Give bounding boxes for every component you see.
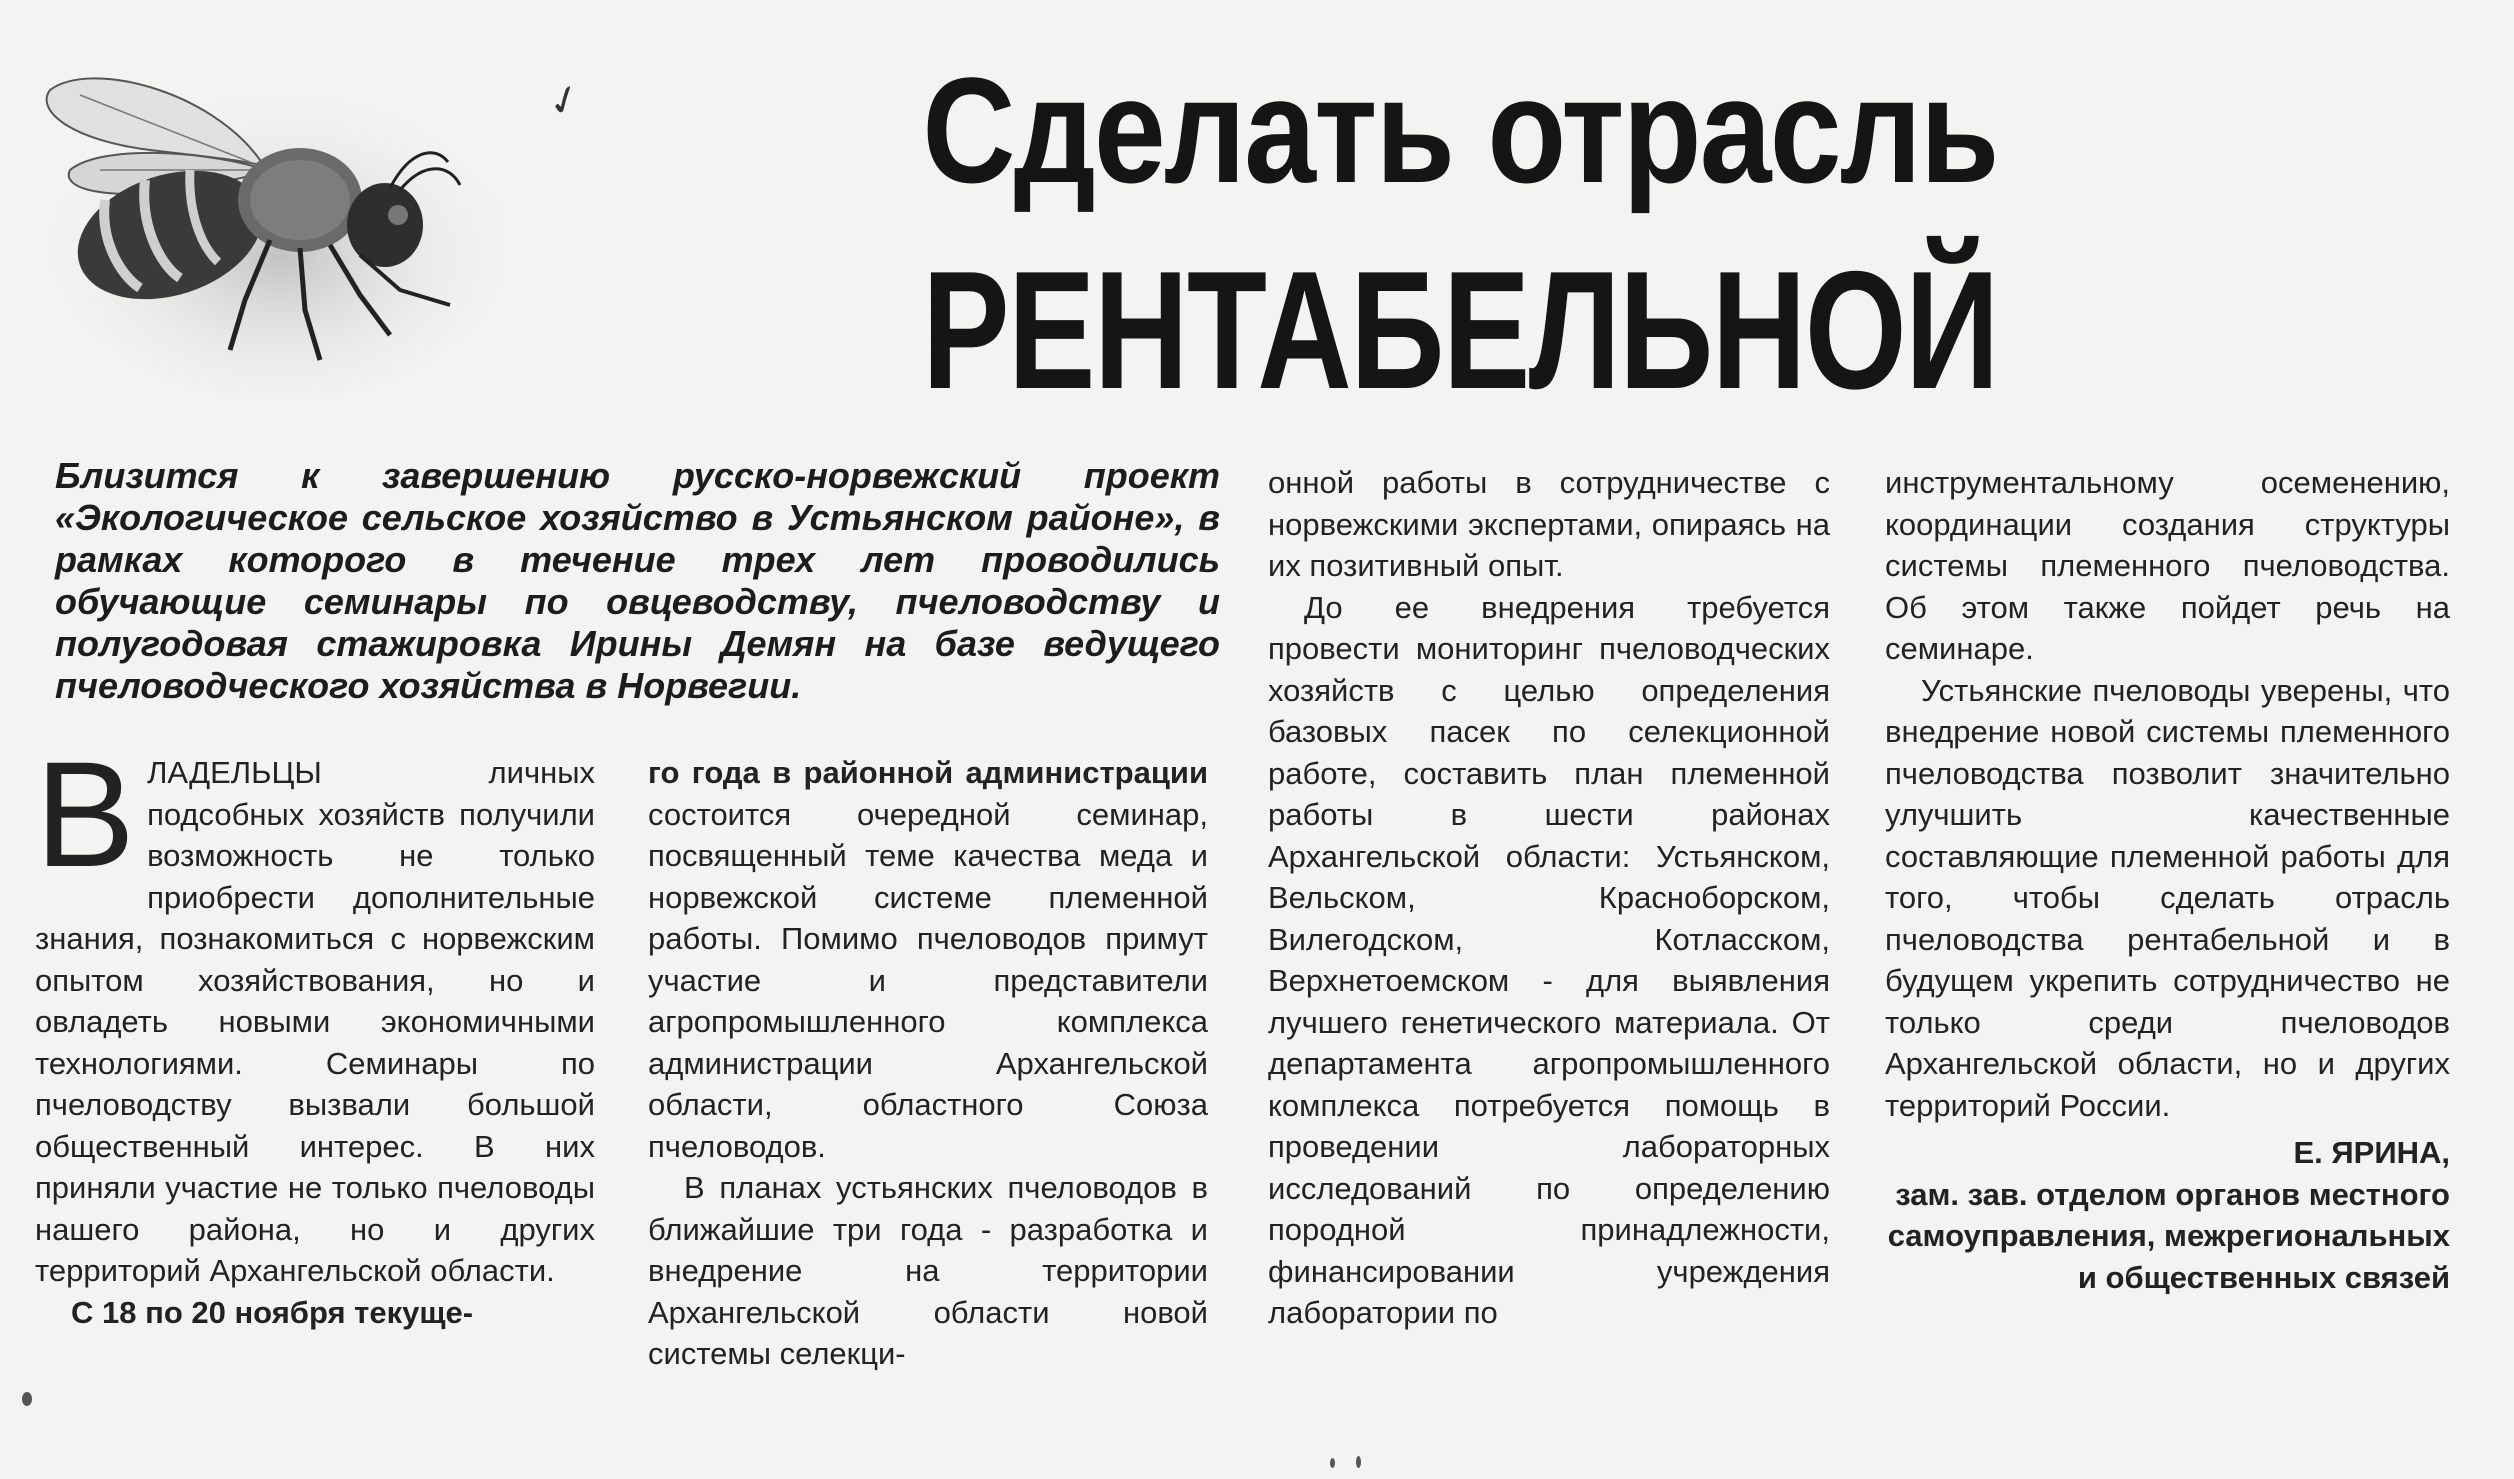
author-position: зам. зав. отделом органов местного самоуправления, межрегиональных и общественных связей bbox=[1887, 1176, 2450, 1295]
article-lead: Близится к завершению русско-норвежский проект «Экологическое сельское хозяйство в Устьянском районе», в рамках которого в течение трех лет проводились обучающие семинары по овцеводству, пчеловодству и полугодовая стажировка Ирины Демян на базе ведущего пчеловодческого хозяйства в Норвегии. bbox=[55, 455, 1220, 706]
headline-line-1: Сделать отрасль bbox=[922, 46, 1998, 214]
col1-paragraph-2: С 18 по 20 ноября текуще- bbox=[71, 1294, 474, 1330]
col3-paragraph-1: онной работы в сотрудничестве с норвежскими экспертами, опираясь на их позитивный опыт. bbox=[1268, 465, 1830, 583]
col4-paragraph-2: Устьянские пчеловоды уверены, что внедрение новой системы племенного пчеловодства позволит значительно улучшить качественные составляющие племенной работы для того, чтобы сделать отрасль пчеловодства рентабельной и в будущем укрепить сотрудничество не только среди пчеловодов Архангельской области, но и других территорий России. bbox=[1885, 672, 2450, 1123]
column-4 bbox=[1885, 462, 2450, 1298]
drop-cap: В bbox=[35, 730, 136, 898]
ink-smudge bbox=[22, 1392, 32, 1406]
column-1 bbox=[35, 730, 595, 1333]
col2-paragraph-1: состоится очередной семинар, посвященный теме качества меда и норвежской системе племенной работы. Помимо пчеловодов примут участие и представители агропромышленного комплекса администрации Архангельской области, областного Союза пчеловодов. bbox=[648, 796, 1208, 1164]
ink-smudge bbox=[1356, 1456, 1361, 1468]
col3-paragraph-2: До ее внедрения требуется провести мониторинг пчеловодческих хозяйств с целью определения базовых пасек по селекционной работе, составить план племенной работы в шести районах Архангельской области: Устьянском, Вельском, Красноборском, Вилегодском, Котласском, Верхнетоемском - для выявления лучшего генетического материала. От департамента агропромышленного комплекса потребуется помощь в проведении лабораторных исследований по определению породной принадлежности, финансировании учреждения лаборатории по bbox=[1268, 589, 1830, 1330]
col2-bold-lead: го года в районной администрации bbox=[648, 755, 1208, 790]
col4-paragraph-1: инструментальному осеменению, координации создания структуры системы племенного пчеловодства. Об этом также пойдет речь на семинаре. bbox=[1885, 465, 2450, 666]
col2-paragraph-2: В планах устьянских пчеловодов в ближайшие три года - разработка и внедрение на территории Архангельской области новой системы селекци- bbox=[648, 1170, 1208, 1371]
author-signature bbox=[1885, 1132, 2450, 1298]
headline-line-2: РЕНТАБЕЛЬНОЙ bbox=[922, 236, 1998, 424]
ink-smudge bbox=[1330, 1458, 1335, 1468]
column-3 bbox=[1268, 462, 1830, 1334]
bee-illustration bbox=[30, 50, 500, 400]
column-2 bbox=[648, 752, 1208, 1375]
article-headline bbox=[700, 30, 2220, 430]
pen-tick-mark: ✓ bbox=[541, 74, 589, 128]
col1-paragraph-1: ЛАДЕЛЬЦЫ личных подсобных хозяйств получили возможность не только приобрести дополнительные знания, познакомиться с норвежским опытом хозяйствования, но и овладеть новыми экономичными технологиями. Семинары по пчеловодству вызвали большой общественный интерес. В них приняли участие не только пчеловоды нашего района, но и других территорий Архангельской области. bbox=[35, 755, 595, 1288]
author-name: Е. ЯРИНА, bbox=[2293, 1135, 2450, 1170]
